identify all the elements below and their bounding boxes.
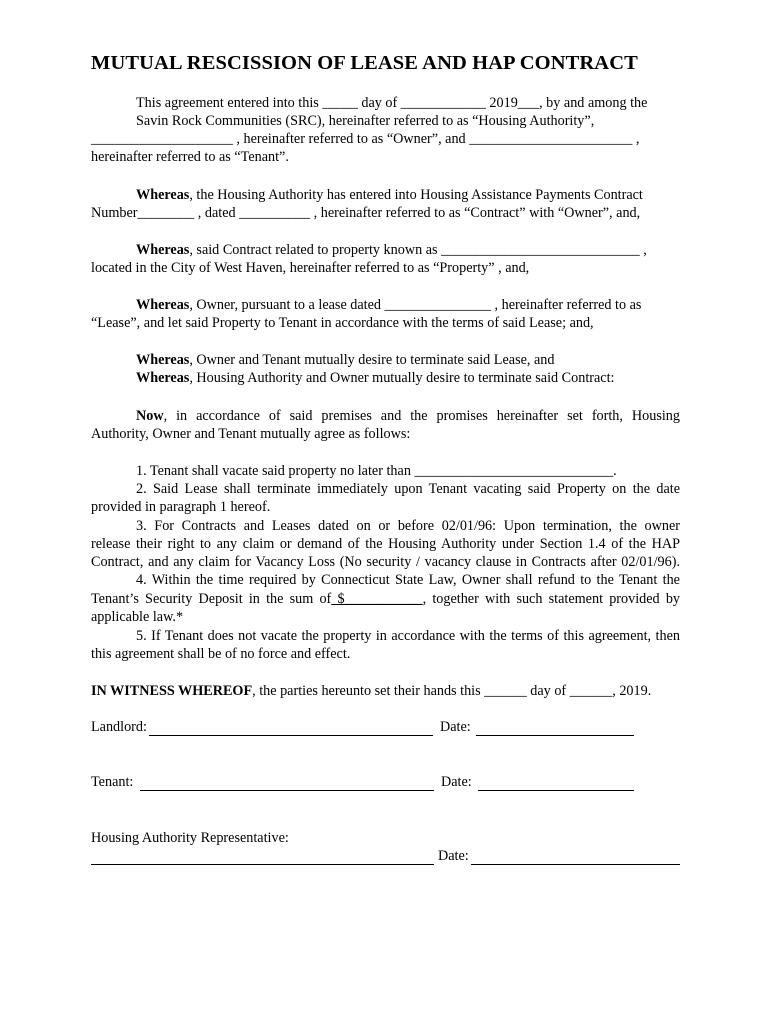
item-3-line-2: release their right to any claim or demand of the Housing Authority under Section 1.4 of the HAP: [91, 536, 680, 552]
whereas-3-line-1: [136, 296, 680, 314]
intro-line-4: hereinafter referred to as “Tenant”.: [91, 149, 289, 165]
item-4-line-3: applicable law.*: [91, 609, 184, 625]
whereas-3-text: , Owner, pursuant to a lease dated _______________ , hereinafter referred to as: [189, 297, 642, 313]
tenant-signature-line[interactable]: [140, 790, 434, 791]
intro-line-2: Savin Rock Communities (SRC), hereinafter referred to as “Housing Authority”,: [136, 113, 595, 129]
whereas-4-line: [136, 351, 680, 369]
intro-line-3: ____________________ , hereinafter referred to as “Owner”, and _______________________ ,: [91, 131, 640, 147]
whereas-5-text: , Housing Authority and Owner mutually desire to terminate said Contract:: [189, 370, 615, 386]
housing-authority-label: Housing Authority Representative:: [91, 830, 289, 846]
housing-authority-signature-line[interactable]: [91, 864, 434, 865]
security-deposit-blank: $___________: [331, 591, 423, 607]
now-keyword: Now: [136, 408, 164, 424]
item-3-line-1: 3. For Contracts and Leases dated on or before 02/01/96: Upon termination, the owner: [136, 518, 680, 534]
whereas-keyword: Whereas: [136, 187, 190, 203]
whereas-2-text: , said Contract related to property known as ____________________________ ,: [189, 242, 647, 258]
item-2-line-2: provided in paragraph 1 hereof.: [91, 499, 271, 515]
whereas-1-line-2: Number________ , dated __________ , hereinafter referred to as “Contract” with “Owner”, and,: [91, 205, 641, 221]
item-5-line-2: this agreement shall be of no force and effect.: [91, 646, 351, 662]
item-4-line-1: 4. Within the time required by Connecticut State Law, Owner shall refund to the Tenant the: [136, 572, 680, 588]
item-4-line-2: [91, 590, 680, 608]
housing-authority-date-label: Date:: [438, 848, 469, 864]
item-4-text-pre: Tenant’s Security Deposit in the sum of: [91, 591, 332, 607]
whereas-keyword: Whereas: [136, 297, 190, 313]
whereas-2-line-1: [136, 241, 680, 259]
now-text: , in accordance of said premises and the promises hereinafter set forth, Housing: [163, 408, 680, 424]
item-3-line-3: Contract, and any claim for Vacancy Loss (No security / vacancy clause in Contracts after 02/01/96).: [91, 554, 680, 570]
whereas-keyword: Whereas: [136, 370, 190, 386]
intro-line-1: This agreement entered into this _____ day of ____________ 2019___, by and among the: [136, 95, 648, 111]
whereas-5-line: [136, 369, 680, 387]
item-2-line-1: 2. Said Lease shall terminate immediately upon Tenant vacating said Property on the date: [136, 481, 680, 497]
document-title: MUTUAL RESCISSION OF LEASE AND HAP CONTRACT: [91, 52, 638, 74]
now-line-1: [136, 407, 680, 425]
item-4-text-post: , together with such statement provided by: [422, 591, 681, 607]
tenant-date-label: Date:: [441, 774, 472, 790]
whereas-4-text: , Owner and Tenant mutually desire to terminate said Lease, and: [189, 352, 555, 368]
landlord-label: Landlord:: [91, 719, 147, 735]
now-line-2: Authority, Owner and Tenant mutually agree as follows:: [91, 426, 411, 442]
landlord-signature-line[interactable]: [149, 735, 433, 736]
witness-keyword: IN WITNESS WHEREOF: [91, 683, 253, 699]
witness-line: [91, 682, 680, 700]
whereas-keyword: Whereas: [136, 242, 190, 258]
housing-authority-date-line[interactable]: [471, 864, 680, 865]
landlord-date-line[interactable]: [476, 735, 634, 736]
landlord-date-label: Date:: [440, 719, 471, 735]
witness-text: , the parties hereunto set their hands this ______ day of ______, 2019.: [252, 683, 652, 699]
item-1: 1. Tenant shall vacate said property no later than ____________________________.: [136, 463, 617, 479]
whereas-2-line-2: located in the City of West Haven, hereinafter referred to as “Property” , and,: [91, 260, 530, 276]
tenant-date-line[interactable]: [478, 790, 634, 791]
item-5-line-1: 5. If Tenant does not vacate the property in accordance with the terms of this agreement, then: [136, 628, 680, 644]
whereas-keyword: Whereas: [136, 352, 190, 368]
whereas-3-line-2: “Lease”, and let said Property to Tenant in accordance with the terms of said Lease; and,: [91, 315, 594, 331]
tenant-label: Tenant:: [91, 774, 134, 790]
whereas-1-line-1: [136, 186, 680, 204]
whereas-1-text: , the Housing Authority has entered into Housing Assistance Payments Contract: [189, 187, 643, 203]
